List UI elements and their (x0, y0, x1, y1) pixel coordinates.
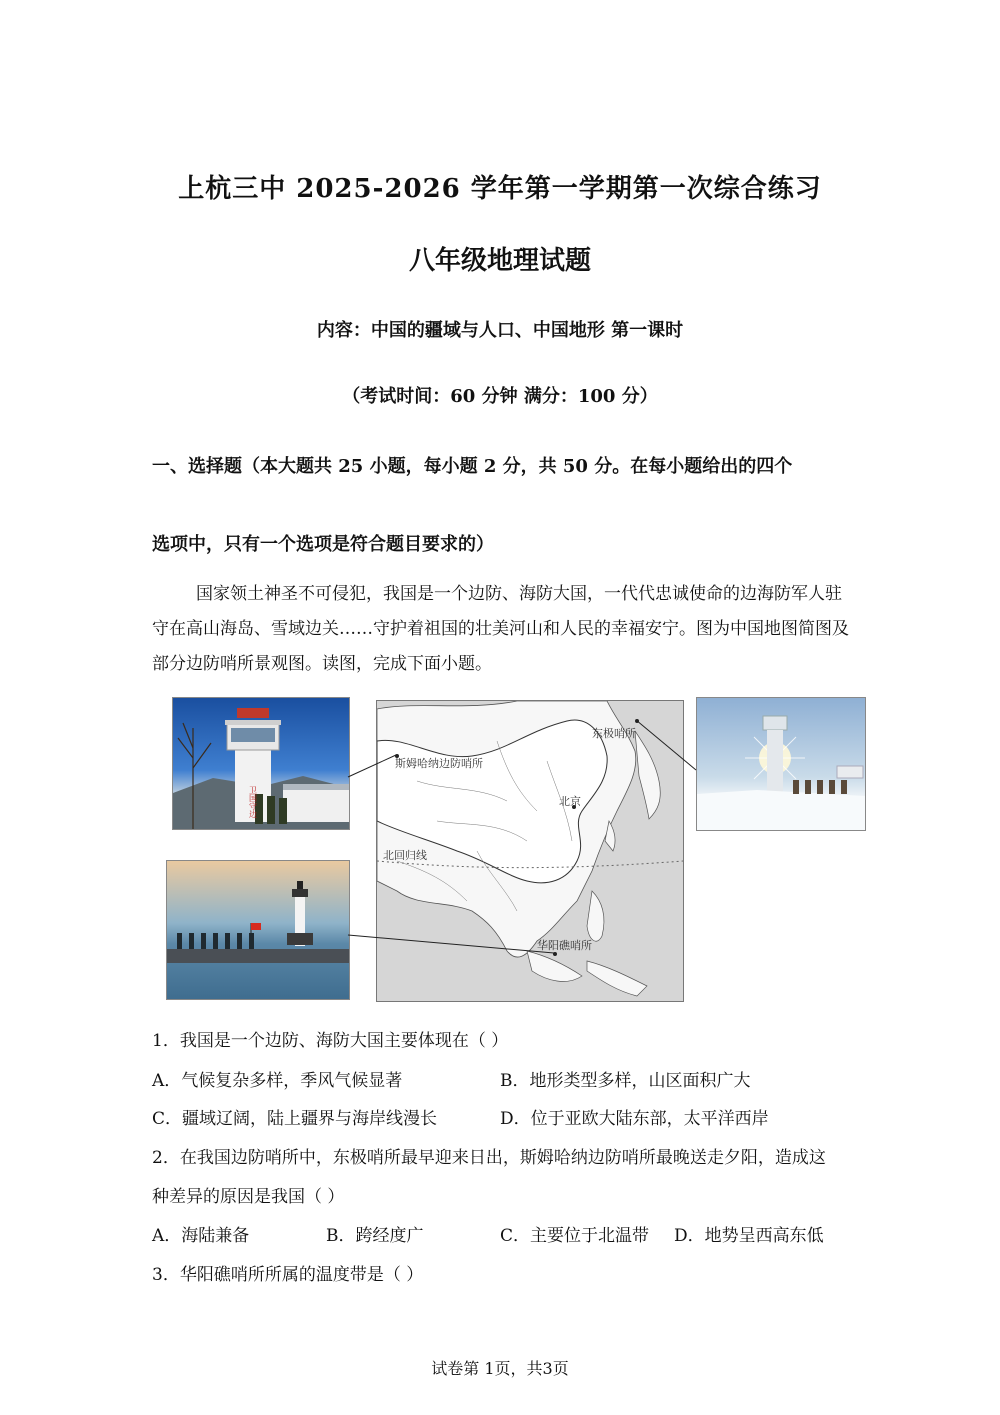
map-label-simuhana: 斯姆哈纳边防哨所 (395, 757, 483, 770)
question-2-option-d[interactable]: D．地势呈西高东低 (674, 1226, 824, 1246)
map-label-huayang: 华阳礁哨所 (537, 939, 592, 952)
section-heading-line1: 一、选择题（本大题共 25 小题，每小题 2 分，共 50 分。在每小题给出的四个 (152, 456, 793, 477)
question-1-option-d[interactable]: D．位于亚欧大陆东部，太平洋西岸 (500, 1109, 769, 1129)
question-2-stem-line1: 2．在我国边防哨所中，东极哨所最早迎来日出，斯姆哈纳边防哨所最晚送走夕阳，造成这 (152, 1148, 826, 1168)
question-2-stem-line2: 种差异的原因是我国（ ） (152, 1187, 345, 1207)
question-1-option-b[interactable]: B．地形类型多样，山区面积广大 (500, 1071, 751, 1091)
exam-title: 上杭三中 2025-2026 学年第一学期第一次综合练习 (178, 174, 822, 204)
exam-subtitle: 八年级地理试题 (408, 246, 591, 276)
question-2-option-c[interactable]: C．主要位于北温带 (500, 1226, 650, 1246)
exam-time: （考试时间：60 分钟 满分：100 分） (342, 386, 658, 407)
map-label-beijing: 北京 (559, 795, 581, 808)
question-2-option-a[interactable]: A．海陆兼备 (152, 1226, 250, 1246)
section-heading-line2: 选项中，只有一个选项是符合题目要求的） (152, 534, 494, 555)
page-footer: 试卷第 1页，共3页 (431, 1359, 569, 1378)
map-label-tropic: 北回归线 (383, 849, 427, 862)
question-3-stem: 3．华阳礁哨所所属的温度带是（ ） (152, 1265, 424, 1285)
question-1-stem: 1．我国是一个边防、海防大国主要体现在（ ） (152, 1031, 509, 1051)
map-label-dongji: 东极哨所 (592, 727, 636, 740)
exam-content: 内容：中国的疆域与人口、中国地形 第一课时 (316, 320, 684, 341)
intro-text: 国家领土神圣不可侵犯，我国是一个边防、海防大国，一代代忠诚使命的边海防军人驻守在高山海岛、雪域边关……守护着祖国的壮美河山和人民的幸福安宁。图为中国地图简图及部分边防哨所景观图。读图，完成下面小题。 (152, 584, 849, 674)
question-1-option-c[interactable]: C．疆域辽阔，陆上疆界与海岸线漫长 (152, 1109, 438, 1129)
question-2-option-b[interactable]: B．跨经度广 (326, 1226, 424, 1246)
question-1-option-a[interactable]: A．气候复杂多样，季风气候显著 (152, 1071, 403, 1091)
photo1-sign: 卫国守边 (248, 786, 258, 818)
